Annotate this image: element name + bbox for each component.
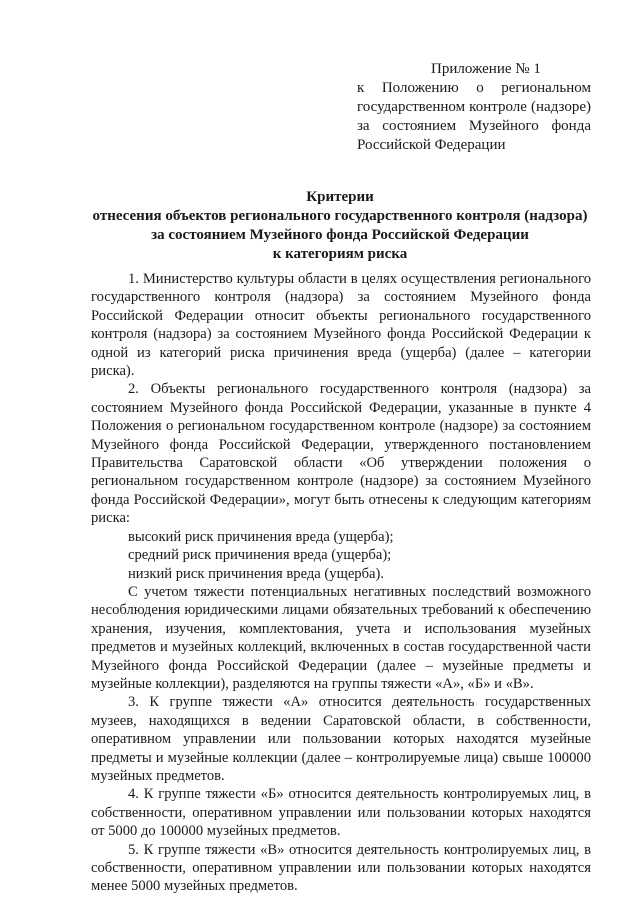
annex-block	[357, 60, 591, 155]
risk-category-medium: средний риск причинения вреда (ущерба);	[128, 547, 392, 564]
paragraph-1: 1. Министерство культуры области в целях осуществления регионального государственного контроля (надзора) за состоянием Музейного фонда Российской Федерации относит объекты регионального государственного контроля (надзора) за состоянием Музейного фонда Российской Федерации к одной из категорий риска причинения вреда (ущерба) (далее – категории риска).	[91, 271, 591, 380]
risk-category-low: низкий риск причинения вреда (ущерба).	[128, 565, 385, 582]
annex-title: Приложение № 1	[431, 61, 541, 77]
paragraph-5: 5. К группе тяжести «В» относится деятельность контролируемых лиц, в собственности, оперативном управлении или пользовании которых находятся менее 5000 музейных предметов.	[91, 841, 591, 895]
paragraph-severity-groups: С учетом тяжести потенциальных негативных последствий возможного несоблюдения юридическими лицами обязательных требований к обеспечению хранения, изучения, комплектования, учета и использования музейных предметов и музейных коллекций, включенных в состав государственной части Музейного фонда Российской Федерации (далее – музейные предметы и музейные коллекции), разделяются на группы тяжести «А», «Б» и «В».	[91, 583, 591, 692]
paragraph-4: 4. К группе тяжести «Б» относится деятельность контролируемых лиц, в собственности, оперативном управлении или пользовании которых находятся от 5000 до 100000 музейных предметов.	[91, 786, 591, 840]
paragraph-3: 3. К группе тяжести «А» относится деятельность государственных музеев, находящихся в ведении Саратовской области, в собственности, оперативном управлении или пользовании которых находятся музейные предметы и музейные коллекции (далее – контролируемые лица) свыше 100000 музейных предметов.	[91, 694, 591, 784]
heading-line-3: за состоянием Музейного фонда Российской Федерации	[151, 227, 529, 243]
heading-line-2: отнесения объектов регионального государственного контроля (надзора)	[92, 208, 588, 224]
paragraph-2: 2. Объекты регионального государственного контроля (надзора) за состоянием Музейного фонда Российской Федерации, указанные в пункте 4 Положения о региональном государственном контроле (надзоре) за состоянием Музейного фонда Российской Федерации, утвержденного постановлением Правительства Саратовской области «Об утверждении положения о региональном государственном контроле (надзоре) за состоянием Музейного фонда Российской Федерации», могут быть отнесены к следующим категориям риска:	[91, 381, 591, 527]
document-heading	[70, 188, 610, 264]
annex-reference: к Положению о региональном государственном контроле (надзоре) за состоянием Музейного фонда Российской Федерации	[357, 80, 591, 153]
heading-line-1: Критерии	[306, 189, 374, 205]
risk-category-high: высокий риск причинения вреда (ущерба);	[128, 528, 394, 545]
heading-line-4: к категориям риска	[272, 246, 408, 262]
document-body	[91, 270, 591, 896]
